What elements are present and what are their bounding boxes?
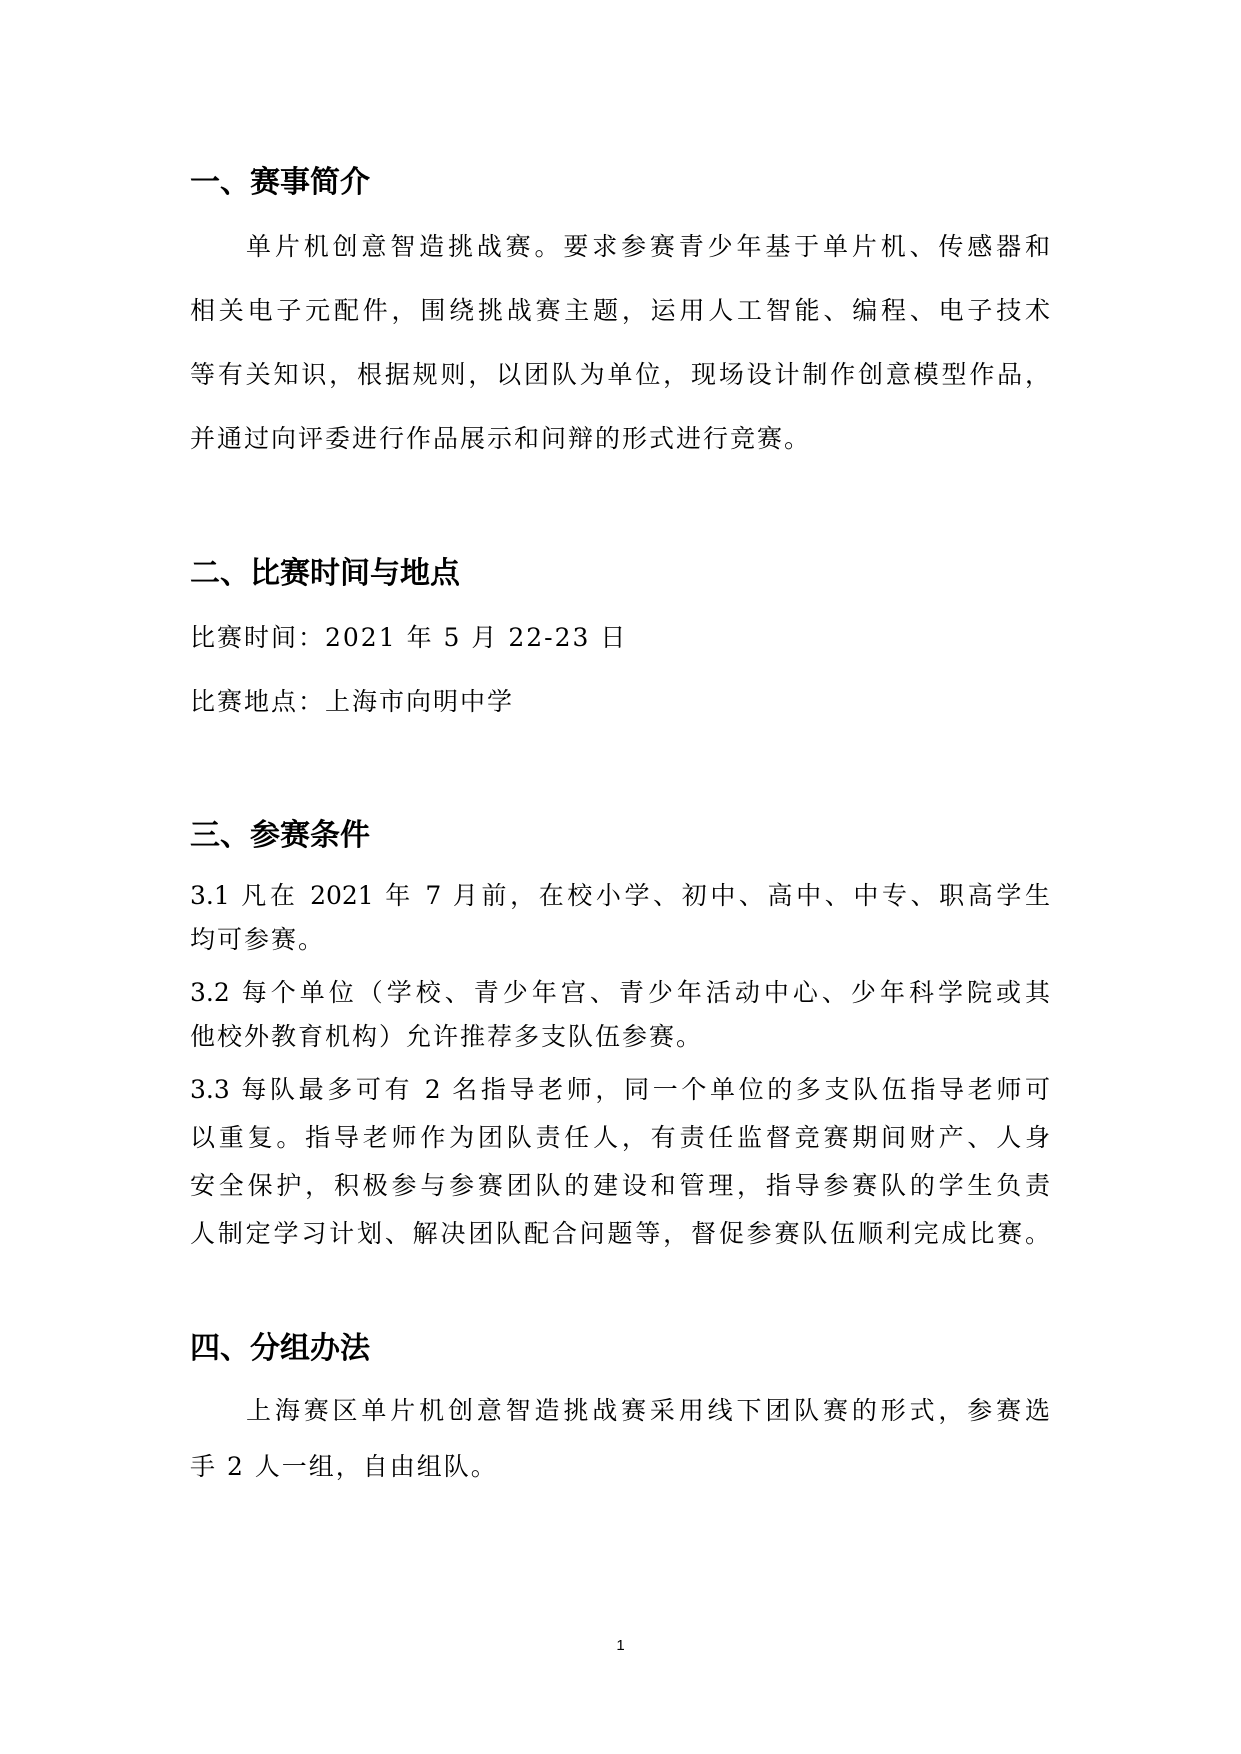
paragraph-line: 3.2 每个单位（学校、青少年宫、青少年活动中心、少年科学院或其	[190, 978, 1050, 1007]
section-heading-eligibility: 三、参赛条件	[190, 818, 370, 853]
paragraph-line: 相关电子元配件，围绕挑战赛主题，运用人工智能、编程、电子技术	[190, 296, 1050, 325]
section-heading-time-location: 二、比赛时间与地点	[190, 556, 460, 591]
competition-time: 比赛时间：2021 年 5 月 22-23 日	[190, 623, 628, 652]
paragraph-line: 人制定学习计划、解决团队配合问题等，督促参赛队伍顺利完成比赛。	[190, 1219, 1050, 1248]
paragraph-line: 等有关知识，根据规则，以团队为单位，现场设计制作创意模型作品，	[190, 360, 1050, 389]
section-heading-intro: 一、赛事简介	[190, 165, 370, 200]
paragraph-line: 以重复。指导老师作为团队责任人，有责任监督竞赛期间财产、人身	[190, 1123, 1050, 1152]
paragraph-line: 上海赛区单片机创意智造挑战赛采用线下团队赛的形式，参赛选	[246, 1396, 1050, 1425]
page-number: 1	[616, 1637, 625, 1654]
paragraph-line: 他校外教育机构）允许推荐多支队伍参赛。	[190, 1022, 704, 1051]
paragraph-line: 安全保护，积极参与参赛团队的建设和管理，指导参赛队的学生负责	[190, 1171, 1050, 1200]
competition-location: 比赛地点：上海市向明中学	[190, 687, 515, 716]
paragraph-line: 并通过向评委进行作品展示和问辩的形式进行竞赛。	[190, 424, 812, 453]
paragraph-line: 均可参赛。	[190, 925, 326, 954]
paragraph-line: 3.1 凡在 2021 年 7 月前，在校小学、初中、高中、中专、职高学生	[190, 881, 1050, 910]
paragraph-line: 手 2 人一组，自由组队。	[190, 1452, 498, 1481]
paragraph-line: 3.3 每队最多可有 2 名指导老师，同一个单位的多支队伍指导老师可	[190, 1075, 1050, 1104]
section-heading-grouping: 四、分组办法	[190, 1331, 370, 1366]
paragraph-line: 单片机创意智造挑战赛。要求参赛青少年基于单片机、传感器和	[246, 232, 1050, 261]
